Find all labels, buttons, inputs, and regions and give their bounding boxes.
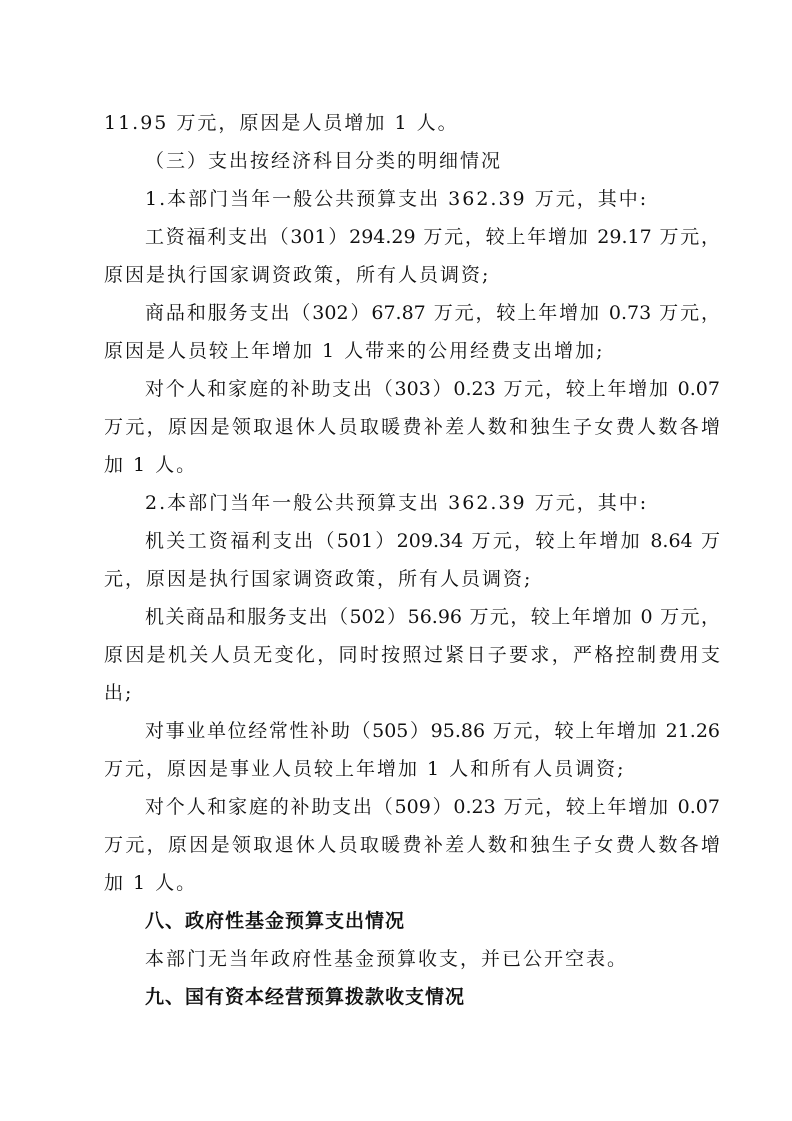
- paragraph-line: 加 1 人。: [104, 872, 198, 894]
- paragraph-line: 对事业单位经常性补助（505）95.86 万元，较上年增加 21.26: [145, 720, 720, 742]
- paragraph-line: 万元，原因是领取退休人员取暖费补差人数和独生子女费人数各增: [104, 834, 720, 856]
- paragraph-line: 原因是执行国家调资政策，所有人员调资;: [104, 264, 491, 286]
- section-heading: 九、国有资本经营预算拨款收支情况: [145, 986, 466, 1008]
- paragraph-line: 机关商品和服务支出（502）56.96 万元，较上年增加 0 万元，: [145, 606, 720, 628]
- paragraph-line: 11.95 万元，原因是人员增加 1 人。: [104, 112, 459, 134]
- section-heading: 八、政府性基金预算支出情况: [145, 910, 406, 932]
- paragraph-line: 万元，原因是领取退休人员取暖费补差人数和独生子女费人数各增: [104, 416, 720, 438]
- paragraph-line: 万元，原因是事业人员较上年增加 1 人和所有人员调资;: [104, 758, 626, 780]
- paragraph-line: 工资福利支出（301）294.29 万元，较上年增加 29.17 万元，: [145, 226, 720, 248]
- paragraph-line: 对个人和家庭的补助支出（303）0.23 万元，较上年增加 0.07: [145, 378, 720, 400]
- paragraph-line: 出;: [104, 682, 134, 704]
- paragraph-line: 元，原因是执行国家调资政策，所有人员调资;: [104, 568, 533, 590]
- paragraph-line: 2.本部门当年一般公共预算支出 362.39 万元，其中:: [145, 492, 649, 514]
- paragraph-line: 商品和服务支出（302）67.87 万元，较上年增加 0.73 万元，: [145, 302, 720, 324]
- paragraph-line: 对个人和家庭的补助支出（509）0.23 万元，较上年增加 0.07: [145, 796, 720, 818]
- paragraph-line: 加 1 人。: [104, 454, 198, 476]
- section-subheading: （三）支出按经济科目分类的明细情况: [145, 150, 503, 172]
- paragraph-line: 原因是人员较上年增加 1 人带来的公用经费支出增加;: [104, 340, 605, 362]
- paragraph-line: 本部门无当年政府性基金预算收支，并已公开空表。: [145, 948, 629, 970]
- paragraph-line: 机关工资福利支出（501）209.34 万元，较上年增加 8.64 万: [145, 530, 720, 552]
- paragraph-line: 1.本部门当年一般公共预算支出 362.39 万元，其中:: [145, 188, 649, 210]
- paragraph-line: 原因是机关人员无变化，同时按照过紧日子要求，严格控制费用支: [104, 644, 720, 666]
